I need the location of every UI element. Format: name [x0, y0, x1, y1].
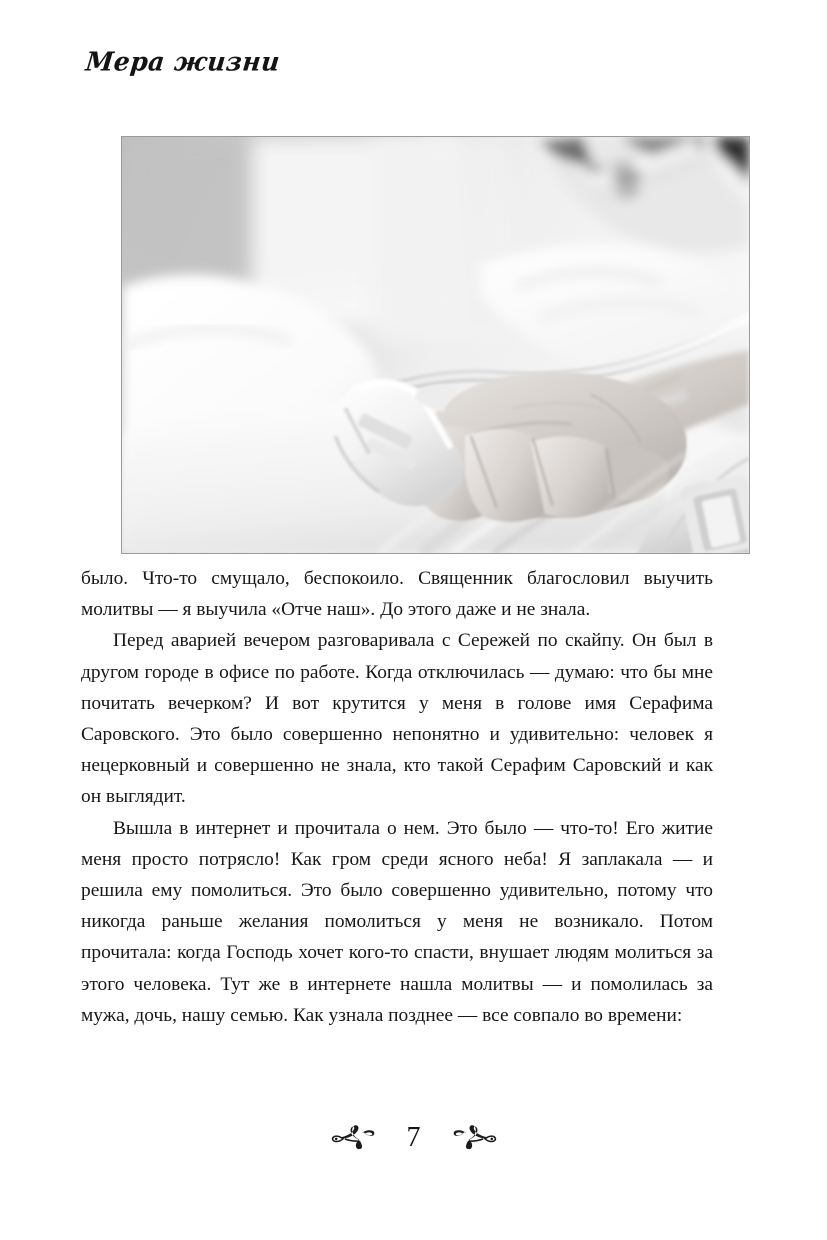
hospital-photo-image	[122, 137, 749, 554]
body-text	[81, 563, 713, 1031]
running-head	[84, 47, 604, 87]
leaf-flourish-icon	[331, 1123, 389, 1153]
leaf-flourish-icon	[439, 1123, 497, 1153]
page-footer	[0, 1112, 827, 1164]
page-number: 7	[406, 1122, 421, 1153]
paragraph: Перед аварией вечером разговаривала с Сережей по скайпу. Он был в другом городе в офисе по работе. Когда отключилась — думаю: что бы мне почитать вечерком? И вот крутится у меня в голове имя Серафима Саровского. Это было совершенно непонятно и удивительно: человек я нецерковный и совершенно не знала, кто такой Серафим Саровский и как он выглядит.	[81, 630, 713, 808]
running-head-title: Мера жизни	[84, 46, 282, 77]
paragraph: было. Что-то смущало, беспокоило. Священник благословил выучить молитвы — я выучила «Отче наш». До этого даже и не знала.	[81, 568, 713, 621]
paragraph: Вышла в интернет и прочитала о нем. Это было — что-то! Его житие меня просто потрясло! Как гром среди ясного неба! Я заплакала — и решила ему помолиться. Это было совершенно удивительно, потому что никогда раньше желания помолиться у меня не возникало. Потом прочитала: когда Господь хочет кого-то спасти, внушает людям молиться за этого человека. Тут же в интернете нашла молитвы — и помолилась за мужа, дочь, нашу семью. Как узнала позднее — все совпало во времени:	[81, 817, 713, 1026]
hospital-photo-figure	[121, 136, 750, 554]
